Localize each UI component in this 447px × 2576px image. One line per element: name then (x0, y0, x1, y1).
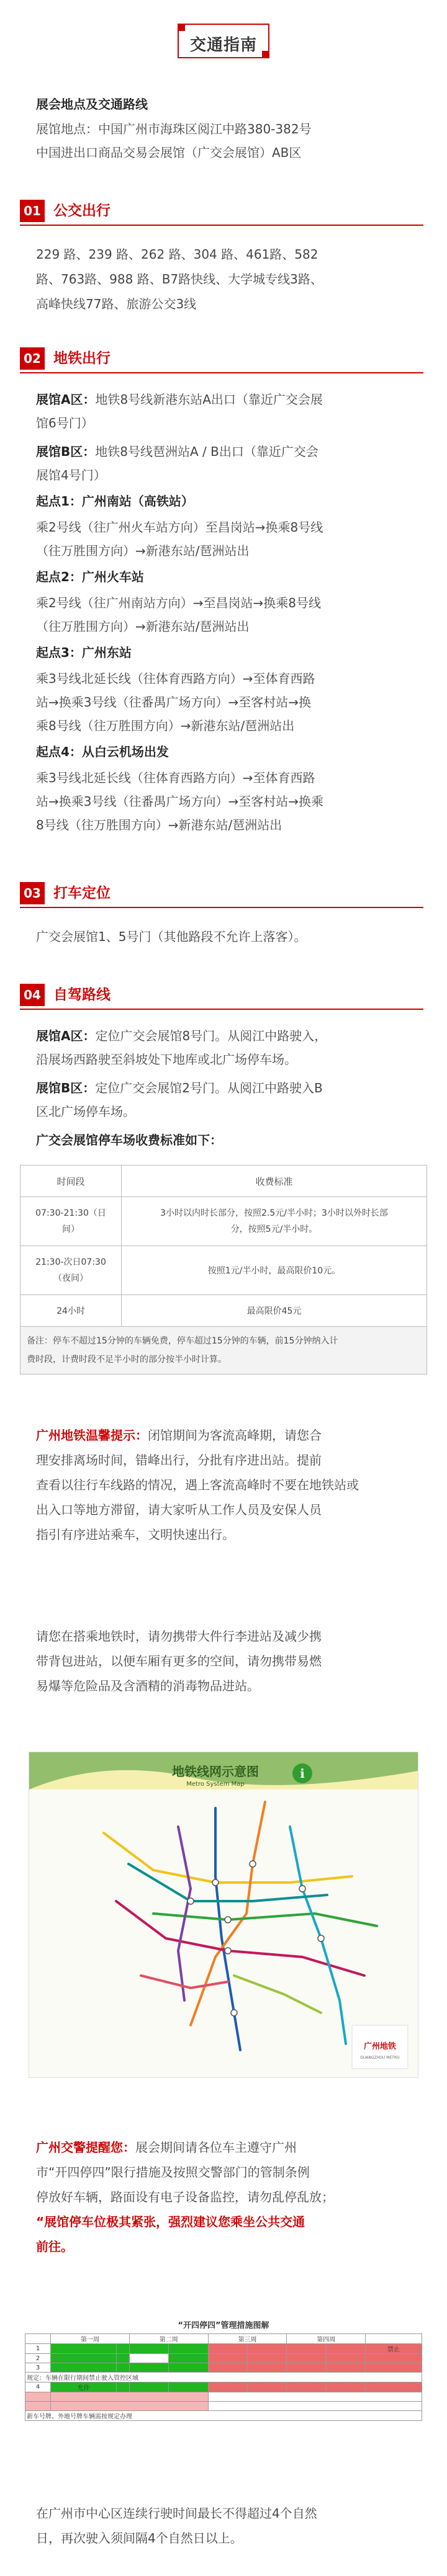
rules-row (25, 2382, 422, 2392)
start4-line3: 8号线（往万胜围方向）→新港东站/琶洲站出 (36, 818, 282, 832)
rules-note-row (25, 2411, 422, 2421)
metro-hall-b-text: 地铁8号线琶洲站A / B出口（靠近广交会 (95, 444, 318, 459)
rules-cell-allow (116, 2344, 129, 2354)
drive-hall-a-label: 展馆A区： (36, 1028, 96, 1043)
map-title-en: Metro System Map (186, 1781, 245, 1788)
metro-tip-3: 查看以往行车线路的情况，遇上客流高峰时不要在地铁站或 (36, 1477, 359, 1492)
metro-hall-b-label: 展馆B区： (36, 444, 96, 459)
rules-row-num: 1 (25, 2344, 51, 2354)
map-stations (187, 1861, 324, 2016)
rules-cell-blank (208, 2392, 422, 2402)
rules-col-week1: 第一周 (51, 2334, 130, 2344)
metro-hall-b (36, 440, 415, 463)
rules-cell-deny (366, 2363, 422, 2373)
rules-cell-pink (51, 2392, 208, 2402)
venue-heading: 展会地点及交通路线 (36, 97, 148, 112)
rules-cell-pink (51, 2402, 208, 2411)
rules-cell-allow (169, 2363, 208, 2373)
rules-cell-deny (248, 2363, 287, 2373)
map-station (318, 1935, 324, 1941)
drive-hall-b (36, 1077, 415, 1099)
rules-col-week2: 第二周 (129, 2334, 208, 2344)
metro-tip-4: 出入口等地方滞留，请大家听从工作人员及安保人员 (36, 1502, 322, 1517)
map-line-10 (141, 1976, 228, 1988)
metro-tip-5: 指引有序进站乘车，文明快速出行。 (36, 1527, 235, 1542)
rules-row (25, 2392, 422, 2402)
footer-1: 在广州市中心区连续行驶时间最长不得超过4个自然 (36, 2506, 317, 2521)
section-label: 自驾路线 (53, 987, 111, 1003)
section-divider (20, 907, 423, 908)
map-station (231, 2010, 237, 2016)
rules-row-num: 4 (25, 2382, 51, 2392)
fee-night-time-1: 21:30-次日07:30 (35, 1257, 106, 1267)
fee-note (20, 1327, 427, 1375)
police-2: 市“开四停四”限行措施及按照交警部门的管制条例 (36, 2165, 310, 2180)
fee-table (20, 1165, 427, 1375)
page-title: 交通指南 (189, 36, 257, 55)
metro-tip-text1: 闭馆期间为客流高峰期，请您合 (148, 1428, 322, 1443)
rules-cell-allow (116, 2382, 129, 2392)
rules-row-num: 3 (25, 2363, 51, 2373)
rules-cell-deny (248, 2344, 287, 2354)
fee-col-fee: 收费标准 (122, 1165, 427, 1197)
taxi-text: 广交会展馆1、5号门（其他路段不允许上落客）。 (36, 929, 307, 944)
metro-tip-1 (36, 1424, 415, 1446)
rules-cell-allow (129, 2363, 168, 2373)
title-box (178, 24, 269, 58)
rules-cell-allow (51, 2354, 117, 2363)
rules-col-week4: 第四周 (287, 2334, 366, 2344)
rules-row (25, 2402, 422, 2411)
safety-3: 易爆等危险品及含酒精的消毒物品进站。 (36, 1678, 260, 1693)
map-station (212, 1879, 219, 1886)
bus-line1: 229 路、239 路、262 路、304 路、461路、582 (36, 247, 318, 262)
rules-table (25, 2333, 422, 2421)
section-label: 打车定位 (53, 885, 111, 901)
fee-day-time-1: 07:30-21:30（日 (35, 1208, 106, 1218)
fee-header-row (20, 1165, 427, 1197)
rules-corner (25, 2334, 51, 2344)
rules-cell-allow (51, 2363, 117, 2373)
rules-cell-blank (129, 2354, 168, 2363)
safety-2: 带背包进站，以便车厢有更多的空间，请勿携带易燃 (36, 1654, 322, 1669)
start2-title: 起点2：广州火车站 (36, 569, 144, 584)
rules-note: 规定：车辆在限行期间禁止驶入管控区域 (25, 2373, 422, 2382)
drive-hall-b-label: 展馆B区： (36, 1081, 96, 1095)
section-divider (20, 225, 423, 226)
rules-cell-allow (116, 2363, 129, 2373)
drive-hall-b-2: 区北广场停车场。 (36, 1104, 135, 1119)
rules-cell-blank (208, 2402, 422, 2411)
map-station (187, 1898, 194, 1904)
bus-line3: 高峰快线77路、旅游公交3线 (36, 296, 197, 311)
fee-note-1: 备注：停车不超过15分钟的车辆免费，停车超过15分钟的车辆，前15分钟纳入计 (27, 1336, 338, 1346)
rules-note-row (25, 2373, 422, 2382)
police-1 (36, 2136, 415, 2159)
start3-line3: 乘8号线（往万胜围方向）→新港东站/琶洲站出 (36, 718, 295, 733)
rules-cell-deny (208, 2354, 247, 2363)
rules-cell-deny (287, 2354, 326, 2363)
rules-title: “开四停四”管理措施图解 (178, 2321, 269, 2330)
fee-row-24h (20, 1295, 427, 1327)
metro-hall-a-text: 地铁8号线新港东站A出口（靠近广交会展 (95, 392, 323, 407)
police-3: 停放好车辆，路面设有电子设备监控，请勿乱停乱放； (36, 2190, 334, 2204)
fee-day-rate-1: 3小时以内时长部分，按照2.5元/半小时；3小时以外时长部 (160, 1208, 388, 1218)
map-line-6 (178, 1827, 191, 2000)
rules-cell-pink (25, 2392, 51, 2402)
rules-cell-allow (129, 2382, 168, 2392)
rules-cell-deny (287, 2382, 326, 2392)
rules-cell-deny (326, 2363, 365, 2373)
start3-line2: 站→换乘3号线（往番禺广场方向）→至客村站→换 (36, 695, 311, 710)
rules-cell-deny (326, 2354, 365, 2363)
rules-col-extra (366, 2334, 422, 2344)
section-label: 地铁出行 (53, 350, 111, 367)
fee-title: 广交会展馆停车场收费标准如下： (36, 1133, 222, 1148)
rules-cell-deny (208, 2382, 247, 2392)
fee-night-rate: 按照1元/半小时，最高限价10元。 (122, 1246, 427, 1295)
start1-title: 起点1：广州南站（高铁站） (36, 494, 194, 509)
safety-1: 请您在搭乘地铁时，请勿携带大件行李进站及减少携 (36, 1629, 322, 1644)
venue-line1: 展馆地点：中国广州市海珠区阅江中路380-382号 (36, 122, 312, 136)
rules-cell-deny (326, 2382, 365, 2392)
start1-line2: （往万胜围方向）→新港东站/琶洲站出 (36, 543, 250, 558)
rules-cell-deny (287, 2363, 326, 2373)
section-taxi (20, 880, 423, 908)
fee-col-time: 时间段 (20, 1165, 122, 1197)
rules-row (25, 2363, 422, 2373)
rules-row-num: 2 (25, 2354, 51, 2363)
police-text1: 展会期间请各位车主遵守广州 (135, 2140, 297, 2155)
fee-night-time-2: （夜间） (53, 1273, 88, 1283)
start3-title: 起点3：广州东站 (36, 645, 132, 660)
rules-cell-deny (287, 2344, 326, 2354)
map-line-1 (104, 1833, 352, 1883)
rules-cell-pink (25, 2402, 51, 2411)
drive-hall-a-2: 沿展场西路驶至斜坡处下地库或北广场停车场。 (36, 1052, 297, 1067)
rules-row (25, 2354, 422, 2363)
rules-cell-deny (366, 2382, 422, 2392)
map-line-5 (116, 1901, 364, 1976)
metro-tip-label: 广州地铁温馨提示： (36, 1428, 148, 1443)
rules-cell-deny (208, 2344, 247, 2354)
start1-line1: 乘2号线（往广州火车站方向）至昌岗站→换乘8号线 (36, 520, 323, 535)
footer-2: 日，再次驶入须间隔4个自然日以上。 (36, 2531, 243, 2546)
police-5: 前往。 (36, 2239, 73, 2254)
start4-line1: 乘3号线北延长线（往体育西路方向）→至体育西路 (36, 770, 315, 785)
fee-day-rate-2: 分，按照5元/半小时。 (230, 1224, 318, 1234)
metro-map (29, 1752, 418, 2078)
start2-line1: 乘2号线（往广州南站方向）→至昌岗站→换乘8号线 (36, 595, 321, 610)
rules-cell-allow (129, 2344, 168, 2354)
metro-tip-2: 理安排离场时间，错峰出行，分批有序进出站。提前 (36, 1453, 322, 1468)
map-title-cn: 地铁线网示意图 (172, 1764, 259, 1779)
section-number: 01 (20, 200, 45, 222)
section-divider (20, 1009, 423, 1010)
title-corner-tl (178, 24, 185, 31)
fee-24h-time: 24小时 (20, 1295, 122, 1327)
metro-hall-b-2: 展馆4号门） (36, 468, 106, 483)
metro-hall-a-label: 展馆A区： (36, 392, 96, 407)
rules-cell-deny: 禁止 (366, 2344, 422, 2354)
start2-line2: （往万胜围方向）→新港东站/琶洲站出 (36, 619, 250, 634)
map-lines (104, 1802, 377, 2050)
start4-title: 起点4：从白云机场出发 (36, 744, 169, 759)
rules-note-2: 新车号牌、外地号牌车辆需按规定办理 (25, 2411, 422, 2421)
map-line-9 (234, 1976, 321, 2013)
metro-hall-a (36, 388, 415, 411)
metro-map-svg (29, 1752, 418, 2077)
venue-line2: 中国进出口商品交易会展馆（广交会展馆）AB区 (36, 145, 302, 160)
rules-cell-deny (366, 2354, 422, 2363)
police-4: “展馆停车位极其紧张，强烈建议您乘坐公共交通 (36, 2214, 305, 2229)
drive-hall-b-text: 定位广交会展馆2号门。从阅江中路驶入B (95, 1081, 323, 1095)
map-station (250, 1861, 256, 1867)
start4-line2: 站→换乘3号线（往番禺广场方向）→至客村站→换乘 (36, 794, 323, 809)
map-brand: 广州地铁 (363, 2042, 397, 2051)
fee-note-row (20, 1327, 427, 1375)
rules-cell-allow: 允许 (51, 2382, 117, 2392)
fee-24h-rate: 最高限价45元 (122, 1295, 427, 1327)
section-label: 公交出行 (53, 203, 111, 219)
section-number: 04 (20, 984, 45, 1006)
section-divider (20, 372, 423, 373)
metro-hall-a-2: 馆6号门） (36, 416, 94, 430)
map-brand-en: GUANGZHOU METRO (360, 2056, 400, 2060)
map-station (225, 1917, 231, 1923)
map-info-icon-glyph: i (300, 1766, 305, 1781)
bus-line2: 路、763路、988 路、B7路快线、大学城专线3路、 (36, 272, 323, 287)
fee-day-time (20, 1197, 122, 1246)
map-station (225, 1948, 231, 1954)
rules-cell-allow (169, 2382, 208, 2392)
rules-col-week3: 第三周 (208, 2334, 287, 2344)
drive-hall-a-text: 定位广交会展馆8号门。从阅江中路驶入， (95, 1028, 327, 1043)
fee-night-time (20, 1246, 122, 1295)
map-line-3 (191, 1802, 265, 2025)
drive-hall-a (36, 1025, 415, 1047)
rules-cell-deny (248, 2354, 287, 2363)
rules-cell-allow (169, 2354, 208, 2363)
fee-day-rate (122, 1197, 427, 1246)
fee-row-night (20, 1246, 427, 1295)
rules-row (25, 2344, 422, 2354)
title-area (0, 19, 447, 62)
rules-cell-allow (169, 2344, 208, 2354)
section-number: 02 (20, 347, 45, 370)
fee-day-time-2: 间） (62, 1224, 79, 1234)
section-number: 03 (20, 882, 45, 904)
map-station (299, 1886, 305, 1892)
rules-cell-allow (51, 2344, 117, 2354)
police-label: 广州交警提醒您： (36, 2140, 135, 2155)
rules-cell-deny (208, 2363, 247, 2373)
fee-row-day (20, 1197, 427, 1246)
section-drive (20, 981, 423, 1010)
section-bus (20, 197, 423, 226)
rules-cell-deny (248, 2382, 287, 2392)
map-line-4 (153, 1914, 377, 1926)
rules-header (25, 2334, 422, 2344)
start3-line1: 乘3号线北延长线（往体育西路方向）→至体育西路 (36, 671, 315, 686)
rules-cell-deny (326, 2344, 365, 2354)
rules-cell-allow (116, 2354, 129, 2363)
section-metro (20, 345, 423, 373)
fee-note-2: 费时段，计费时段不足半小时的部分按半小时计算。 (27, 1355, 227, 1365)
